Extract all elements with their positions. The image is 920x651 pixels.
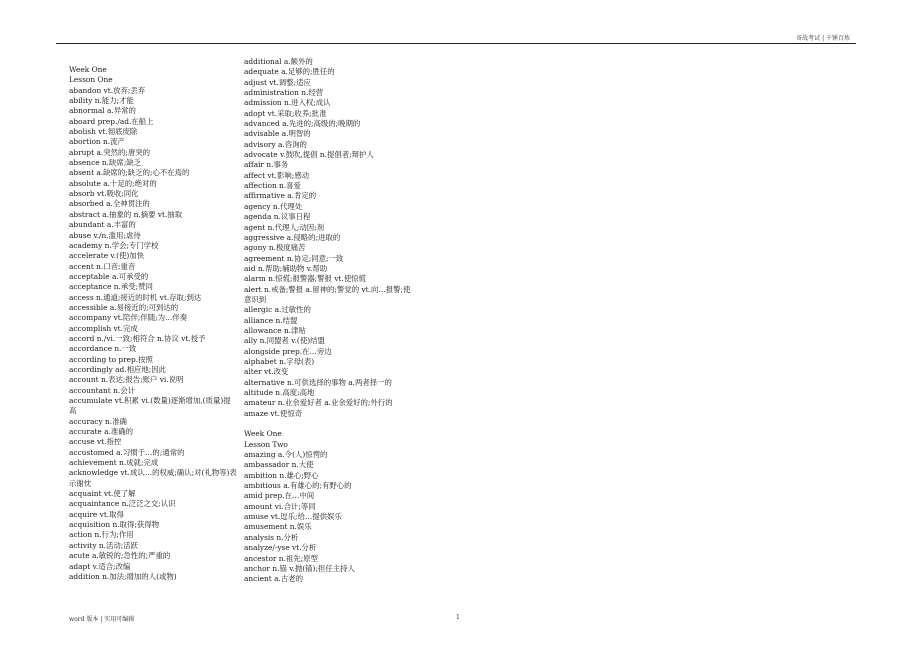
vocab-entry: acquire vt.取得	[69, 509, 124, 519]
vocab-entry: accuse vt.指控	[69, 437, 122, 447]
vocab-entry: accomplish vt.完成	[69, 323, 138, 333]
vocab-entry: acceptable a.可承受的	[69, 271, 149, 281]
vocab-entry: accordance n.一致	[69, 344, 137, 354]
vocab-entry: affair n.事务	[244, 160, 289, 170]
vocab-entry: ancestor n.祖先;原型	[244, 553, 318, 563]
vocab-entry: ally n.同盟者 v.(使)结盟	[244, 336, 325, 346]
vocab-entry: alarm n.惊慌;报警器;警报 vt.使惊慌	[244, 274, 366, 284]
vocab-entry: affect vt.影响;感动	[244, 170, 310, 180]
vocab-entry: accord n./vi.一致;相符合 n.协议 vt.授予	[69, 333, 206, 343]
page-number: 1	[456, 614, 460, 621]
left-column	[69, 65, 237, 582]
vocab-entry: amuse vt.逗乐;给…提供娱乐	[244, 512, 342, 522]
vocab-entry: ability n.能力;才能	[69, 96, 134, 106]
header-text: 备战考试 | 千锤百炼	[796, 35, 850, 42]
footer-text: word 版本 | 实用可编辑	[69, 616, 135, 623]
vocab-entry: agony n.极度痛苦	[244, 243, 306, 253]
vocab-entry: adequate a.足够的;胜任的	[244, 67, 335, 77]
vocab-entry: accuracy n.准确	[69, 416, 127, 426]
vocab-entry: acquaint vt.使了解	[69, 489, 136, 499]
vocab-entry: activity n.活动;活跃	[69, 540, 139, 550]
vocab-entry: agreement n.协定;同意;一致	[244, 253, 344, 263]
vocab-entry: accordingly ad.相应地;因此	[69, 364, 167, 374]
vocab-entry: absent a.缺席的;缺乏的;心不在焉的	[69, 168, 190, 178]
vocab-entry: ancient a.古老的	[244, 574, 304, 584]
vocab-entry: allergic a.过敏性的	[244, 305, 311, 315]
vocab-entry: abrupt a.突然的;唐突的	[69, 147, 151, 157]
lesson-heading-2: Lesson Two	[244, 439, 288, 449]
vocab-entry: acquaintance n.泛泛之交;认识	[69, 499, 176, 509]
vocab-entry: administration n.经营	[244, 88, 324, 98]
vocab-entry: adjust vt.调整;适应	[244, 77, 311, 87]
vocab-entry: acknowledge vt.成认…的权威;确认;对(礼物等)表示谢忱	[69, 468, 237, 488]
vocab-entry: abstract a.抽象的 n.摘要 vt.抽取	[69, 209, 183, 219]
vocab-entry: accessible a.易接近的;可到达的	[69, 302, 179, 312]
vocab-entry: absorbed a.全神贯注的	[69, 199, 150, 209]
vocab-entry: account n.表达;报告;账户 vi.说明	[69, 375, 184, 385]
vocab-entry: agency n.代理处	[244, 201, 303, 211]
vocab-entry: academy n.学会;专门学校	[69, 240, 159, 250]
vocab-entry: acquisition n.取得;获得物	[69, 520, 160, 530]
vocab-entry: abolish vt.彻底废除	[69, 127, 138, 137]
vocab-entry: absorb vt.吸收;同化	[69, 189, 139, 199]
vocab-entry: alert n.戒备;警报 a.留神的;警觉的 vt.向…报警;使意识到	[244, 284, 411, 304]
vocab-entry: additional a.额外的	[244, 57, 313, 66]
vocab-entry: allowance n.津贴	[244, 325, 306, 335]
vocab-entry: advanced a.先进的;高级的;晚期的	[244, 119, 361, 129]
vocab-entry: ambassador n.大使	[244, 460, 314, 470]
vocab-entry: action n.行为;作用	[69, 530, 134, 540]
vocab-entry: affection n.喜爱	[244, 181, 301, 191]
vocab-entry: addition n.加法;增加的人(或物)	[69, 571, 177, 581]
vocab-entry: amaze vt.使惊奇	[244, 408, 303, 418]
vocab-entry: amazing a.令(人)惊愕的	[244, 450, 328, 460]
vocab-entry: amid prep.在…中间	[244, 491, 315, 501]
vocab-entry: accountant n.会计	[69, 385, 135, 395]
vocab-entry: advisable a.明智的	[244, 129, 311, 139]
vocab-entry: advisory a.咨询的	[244, 139, 307, 149]
vocab-entry: access n.通道;接近的时机 vt.存取;到达	[69, 292, 202, 302]
vocab-entry: abuse v./n.滥用;虐待	[69, 230, 141, 240]
right-column	[244, 57, 412, 585]
vocab-entry: amateur n.业余爱好者 a.业余爱好的;外行的	[244, 398, 393, 408]
vocab-entry: advocate v.鼓吹,提倡 n.提倡者;辩护人	[244, 150, 374, 160]
vocab-entry: affirmative a.肯定的	[244, 191, 317, 201]
week-heading: Week One	[69, 65, 107, 74]
vocab-entry: aggressive a.侵略的;进取的	[244, 232, 341, 242]
vocab-entry: analyze/-yse vt.分析	[244, 543, 317, 553]
vocab-entry: abandon vt.放弃;丢弃	[69, 85, 146, 95]
vocab-entry: adapt v.适合;改编	[69, 561, 131, 571]
vocab-entry: accent n.口音;重音	[69, 261, 136, 271]
vocab-entry: anchor n.锚 v.抛(锚);担任主持人	[244, 563, 355, 573]
vocab-entry: alter vt.改变	[244, 367, 289, 377]
vocab-entry: alphabet n.字母(表)	[244, 356, 315, 366]
vocab-entry: achievement n.成就;完成	[69, 458, 159, 468]
vocab-entry: ambition n.雄心;野心	[244, 470, 319, 480]
vocab-entry: agenda n.议事日程	[244, 212, 311, 222]
vocab-entry: acute a.敏锐的;急性的;严重的	[69, 551, 171, 561]
section-spacer	[244, 419, 412, 429]
vocab-entry: accompany vt.陪伴;伴随;为…伴奏	[69, 313, 188, 323]
vocab-entry: analysis n.分析	[244, 532, 299, 542]
lesson-heading: Lesson One	[69, 75, 113, 85]
vocab-entry: amount vi.合计;等同	[244, 501, 316, 511]
vocab-entry: accurate a.准确的	[69, 427, 134, 437]
vocab-entry: amusement n.娱乐	[244, 522, 312, 532]
header-rule	[56, 43, 856, 44]
vocab-entry: alliance n.结盟	[244, 315, 298, 325]
vocab-entry: adopt vt.采取;收养;批准	[244, 108, 327, 118]
vocab-entry: absolute a.十足的;绝对的	[69, 178, 157, 188]
vocab-entry: abnormal a.异常的	[69, 106, 136, 116]
vocab-entry: accelerate v.(使)加快	[69, 251, 145, 261]
vocab-entry: alternative n.可供选择的事物 a.两者择一的	[244, 377, 392, 387]
vocab-entry: absence n.缺席;缺乏	[69, 158, 142, 168]
vocab-entry: aboard prep./ad.在船上	[69, 116, 154, 126]
vocab-entry: alongside prep.在…旁边	[244, 346, 332, 356]
right-part1	[244, 57, 412, 419]
vocab-entry: abortion n.流产	[69, 137, 125, 147]
vocab-entry: acceptance n.承受;赞同	[69, 282, 153, 292]
right-part2	[244, 450, 412, 584]
vocab-entry: ambitious a.有雄心的;有野心的	[244, 481, 352, 491]
week-heading-2: Week One	[244, 429, 282, 439]
vocab-entry: accumulate vt.积累 vi.(数量)逐渐增加,(质量)提高	[69, 396, 231, 416]
vocab-entry: altitude n.高度;高地	[244, 388, 315, 397]
vocab-entry: agent n.代理人;动因;剂	[244, 222, 325, 232]
vocab-entry: accustomed a.习惯于…的;通常的	[69, 447, 185, 457]
vocab-entry: admission n.进入权;成认	[244, 98, 331, 108]
vocab-entry: aid n.帮助;辅助物 v.帮助	[244, 263, 328, 273]
vocab-entry: according to prep.按照	[69, 354, 153, 364]
vocab-entry: abundant a.丰富的	[69, 220, 136, 230]
